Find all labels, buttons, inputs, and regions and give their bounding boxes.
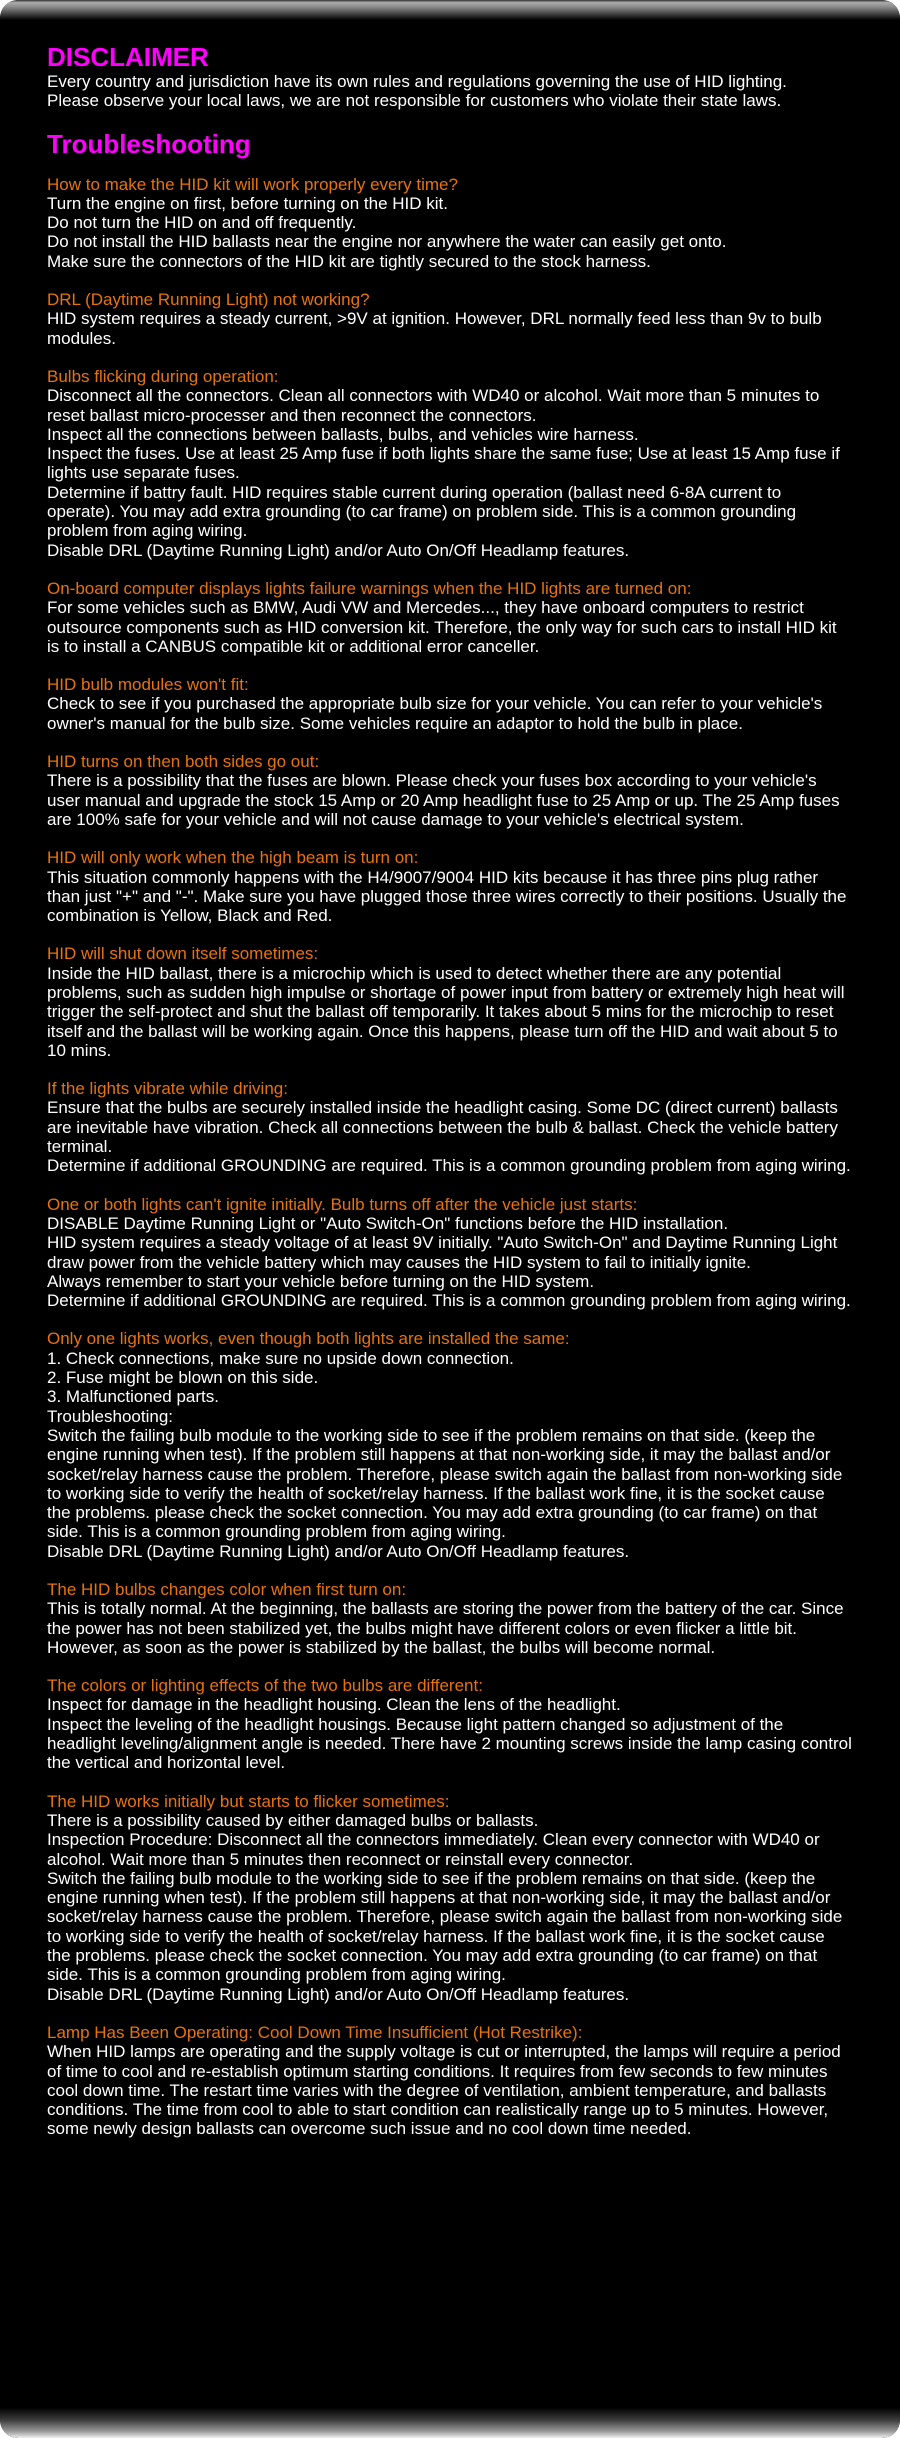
troubleshooting-section bbox=[47, 1792, 852, 2004]
section-body bbox=[47, 1695, 852, 1772]
section-paragraph: Determine if additional GROUNDING are required. This is a common grounding problem from aging wiring. bbox=[47, 1291, 851, 1311]
troubleshooting-section bbox=[47, 675, 852, 733]
section-paragraph: Determine if battry fault. HID requires stable current during operation (ballast need 6-8A current to operate). You may add extra grounding (to car frame) on problem side. This is a common grounding problem from aging wiring. bbox=[47, 482, 797, 541]
section-paragraph: Turn the engine on first, before turning on the HID kit. bbox=[47, 193, 448, 213]
section-paragraph: Disable DRL (Daytime Running Light) and/or Auto On/Off Headlamp features. bbox=[47, 1984, 630, 2004]
troubleshooting-section bbox=[47, 175, 852, 271]
section-body bbox=[47, 694, 852, 733]
section-paragraph: DISABLE Daytime Running Light or "Auto Switch-On" functions before the HID installation. bbox=[47, 1213, 729, 1233]
section-paragraph: Disable DRL (Daytime Running Light) and/or Auto On/Off Headlamp features. bbox=[47, 1541, 630, 1561]
section-paragraph: There is a possibility that the fuses are blown. Please check your fuses box according to your vehicle's user manual and upgrade the stock 15 Amp or 20 Amp headlight fuse to 25 Amp or up. The 25 Amp fuses are 100% safe for your vehicle and will not cause damage to your vehicle's electrical system. bbox=[47, 771, 840, 829]
section-paragraph: Inspect the leveling of the headlight housings. Because light pattern changed so adjustment of the headlight leveling/alignment angle is needed. There have 2 mounting screws inside the lamp casing control the vertical and horizontal level. bbox=[47, 1714, 852, 1773]
troubleshooting-section bbox=[47, 1079, 852, 1175]
troubleshooting-section bbox=[47, 579, 852, 656]
section-paragraph: There is a possibility caused by either damaged bulbs or ballasts. bbox=[47, 1810, 539, 1830]
section-heading: HID will only work when the high beam is turn on: bbox=[47, 848, 419, 868]
section-body bbox=[47, 2042, 852, 2138]
section-paragraph: Inspect for damage in the headlight housing. Clean the lens of the headlight. bbox=[47, 1695, 621, 1715]
section-paragraph: Make sure the connectors of the HID kit are tightly secured to the stock harness. bbox=[47, 251, 651, 271]
section-paragraph: Troubleshooting: bbox=[47, 1406, 174, 1426]
section-body bbox=[47, 964, 852, 1060]
section-body bbox=[47, 868, 852, 926]
section-heading: Only one lights works, even though both lights are installed the same: bbox=[47, 1329, 570, 1349]
section-paragraph: HID system requires a steady voltage of at least 9V initially. "Auto Switch-On" and Daytime Running Light draw power from the vehicle battery which may causes the HID system to fail to initially ignite. bbox=[47, 1233, 838, 1272]
section-paragraph: Switch the failing bulb module to the working side to see if the problem remains on that side. (keep the engine running when test). If the problem still happens at that non-working side, it may the ballast and/or socket/relay harness cause the problem. Therefore, please switch again the ballast from non-working side to working side to verify the health of socket/relay harness. If the ballast work fine, it is the socket cause the problems. please check the socket connection. You may add extra grounding (to car frame) on that side. This is a common grounding problem from aging wiring. bbox=[47, 1425, 843, 1542]
troubleshooting-title: Troubleshooting bbox=[47, 128, 251, 159]
section-body bbox=[47, 1098, 852, 1175]
section-paragraph: Disable DRL (Daytime Running Light) and/or Auto On/Off Headlamp features. bbox=[47, 540, 630, 560]
section-paragraph: HID system requires a steady current, >9V at ignition. However, DRL normally feed less than 9v to bulb modules. bbox=[47, 309, 822, 348]
disclaimer-title: DISCLAIMER bbox=[47, 42, 209, 72]
section-heading: If the lights vibrate while driving: bbox=[47, 1079, 288, 1099]
section-heading: The HID works initially but starts to flicker sometimes: bbox=[47, 1791, 450, 1811]
section-body bbox=[47, 386, 852, 560]
section-body bbox=[47, 598, 852, 656]
section-heading: Bulbs flicking during operation: bbox=[47, 366, 279, 386]
troubleshooting-section bbox=[47, 944, 852, 1060]
section-paragraph: 3. Malfunctioned parts. bbox=[47, 1387, 219, 1407]
disclaimer-line: Please observe your local laws, we are not responsible for customers who violate their state laws. bbox=[47, 91, 782, 111]
section-heading: The colors or lighting effects of the two bulbs are different: bbox=[47, 1676, 483, 1696]
section-paragraph: Disconnect all the connectors. Clean all connectors with WD40 or alcohol. Wait more than 5 minutes to reset ballast micro-processer and then reconnect the connectors. bbox=[47, 386, 820, 425]
section-paragraph: This is totally normal. At the beginning, the ballasts are storing the power from the battery of the car. Since the power has not been stabilized yet, the bulbs might have different colors or even flicker a little bit. However, as soon as the power is stabilized by the ballast, the bulbs will become normal. bbox=[47, 1599, 844, 1657]
section-body bbox=[47, 1214, 852, 1310]
troubleshooting-section bbox=[47, 2023, 852, 2139]
section-heading: HID turns on then both sides go out: bbox=[47, 752, 320, 772]
section-body bbox=[47, 1349, 852, 1561]
section-paragraph: When HID lamps are operating and the supply voltage is cut or interrupted, the lamps will require a period of time to cool and re-establish optimum starting conditions. It requires from few seconds to few minutes cool down time. The restart time varies with the degree of ventilation, ambient temperature, and ballasts conditions. The time from cool to able to start condition can realistically range up to 5 minutes. However, some newly design ballasts can overcome such issue and no cool down time needed. bbox=[47, 2042, 841, 2139]
section-paragraph: 2. Fuse might be blown on this side. bbox=[47, 1368, 319, 1388]
section-paragraph: Inspect all the connections between ballasts, bulbs, and vehicles wire harness. bbox=[47, 424, 639, 444]
section-paragraph: Always remember to start your vehicle before turning on the HID system. bbox=[47, 1271, 595, 1291]
section-paragraph: 1. Check connections, make sure no upside down connection. bbox=[47, 1348, 514, 1368]
section-paragraph: Inside the HID ballast, there is a microchip which is used to detect whether there are any potential problems, such as sudden high impulse or shortage of power input from battery or extremely high heat will trigger the self-protect and shut the ballast off temporarily. It takes about 5 mins for the microchip to reset itself and the ballast will be working again. Once this happens, please turn off the HID and wait about 5 to 10 mins. bbox=[47, 963, 845, 1060]
troubleshooting-section bbox=[47, 1580, 852, 1657]
troubleshooting-section bbox=[47, 752, 852, 829]
disclaimer-line: Every country and jurisdiction have its own rules and regulations governing the use of HID lighting. bbox=[47, 72, 787, 91]
troubleshooting-section bbox=[47, 1676, 852, 1772]
section-paragraph: This situation commonly happens with the H4/9007/9004 HID kits because it has three pins plug rather than just "+" and "-". Make sure you have plugged those three wires correctly to their positions. Usually the combination is Yellow, Black and Red. bbox=[47, 867, 847, 926]
section-heading: HID bulb modules won't fit: bbox=[47, 675, 249, 695]
sections bbox=[47, 175, 852, 2139]
section-paragraph: Switch the failing bulb module to the working side to see if the problem remains on that side. (keep the engine running when test). If the problem still happens at that non-working side, it may the ballast and/or socket/relay harness cause the problem. Therefore, please switch again the ballast from non-working side to working side to verify the health of socket/relay harness. If the ballast work fine, it is the socket cause the problems. please check the socket connection. You may add extra grounding (to car frame) on that side. This is a common grounding problem from aging wiring. bbox=[47, 1868, 843, 1985]
section-heading: DRL (Daytime Running Light) not working? bbox=[47, 290, 370, 310]
section-heading: HID will shut down itself sometimes: bbox=[47, 944, 319, 964]
section-paragraph: Inspect the fuses. Use at least 25 Amp fuse if both lights share the same fuse; Use at least 15 Amp fuse if lights use separate fuses. bbox=[47, 444, 840, 483]
section-paragraph: Ensure that the bulbs are securely installed inside the headlight casing. Some DC (direct current) ballasts are inevitable have vibration. Check all connections between the bulb & ballast. Check the vehicle battery terminal. bbox=[47, 1098, 838, 1157]
section-paragraph: Do not install the HID ballasts near the engine nor anywhere the water can easily get onto. bbox=[47, 232, 727, 252]
section-heading: Lamp Has Been Operating: Cool Down Time Insufficient (Hot Restrike): bbox=[47, 2022, 583, 2042]
section-paragraph: Inspection Procedure: Disconnect all the connectors immediately. Clean every connector with WD40 or alcohol. Wait more than 5 minutes then reconnect or reinstall every connector. bbox=[47, 1830, 820, 1869]
troubleshooting-section bbox=[47, 1329, 852, 1561]
section-body bbox=[47, 771, 852, 829]
section-paragraph: Check to see if you purchased the appropriate bulb size for your vehicle. You can refer to your vehicle's owner's manual for the bulb size. Some vehicles require an adaptor to hold the bulb in place. bbox=[47, 694, 823, 733]
section-paragraph: Determine if additional GROUNDING are required. This is a common grounding problem from aging wiring. bbox=[47, 1156, 851, 1176]
glossy-bottom-edge bbox=[0, 2408, 900, 2438]
section-heading: The HID bulbs changes color when first turn on: bbox=[47, 1580, 407, 1599]
section-body bbox=[47, 194, 852, 271]
section-heading: How to make the HID kit will work properly every time? bbox=[47, 174, 458, 194]
section-body bbox=[47, 309, 852, 348]
troubleshooting-section bbox=[47, 1195, 852, 1311]
troubleshooting-section bbox=[47, 848, 852, 925]
section-body bbox=[47, 1811, 852, 2004]
section-paragraph: Do not turn the HID on and off frequently. bbox=[47, 213, 357, 233]
section-heading: On-board computer displays lights failure warnings when the HID lights are turned on: bbox=[47, 578, 692, 598]
section-heading: One or both lights can't ignite initially. Bulb turns off after the vehicle just starts: bbox=[47, 1194, 638, 1214]
troubleshooting-section bbox=[47, 367, 852, 560]
section-paragraph: For some vehicles such as BMW, Audi VW and Mercedes..., they have onboard computers to restrict outsource components such as HID conversion kit. Therefore, the only way for such cars to install HID kit is to install a CANBUS compatible kit or additional error canceller. bbox=[47, 598, 837, 656]
troubleshooting-section bbox=[47, 290, 852, 348]
section-body bbox=[47, 1599, 852, 1657]
